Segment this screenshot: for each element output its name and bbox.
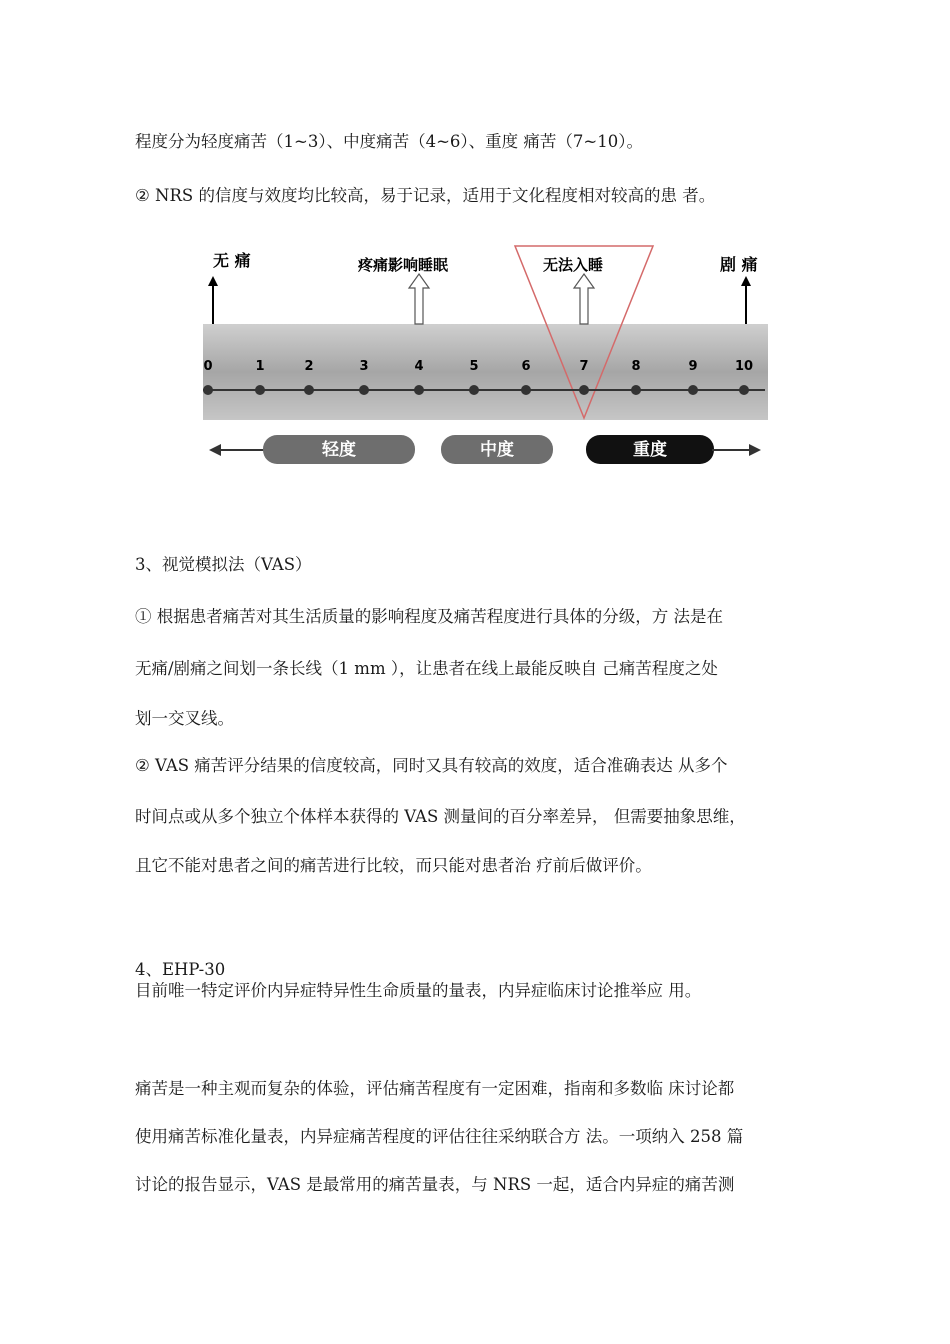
tick-label: 3: [359, 359, 369, 374]
cannot-sleep-label: 无法入睡: [543, 256, 604, 274]
paragraph-line: 且它不能对患者之间的痛苦进行比较，而只能对患者治 疗前后做评价。: [135, 856, 652, 875]
tick-label: 8: [631, 359, 641, 374]
no-pain-label: 无 痛: [213, 251, 251, 270]
section-heading: 4、EHP-30: [135, 960, 226, 979]
tick-dot: [579, 385, 589, 395]
paragraph-line: 时间点或从多个独立个体样本获得的 VAS 测量间的百分率差异， 但需要抽象思维，: [135, 807, 746, 826]
paragraph-line: 讨论的报告显示，VAS 是最常用的痛苦量表，与 NRS 一起，适合内异症的痛苦测: [135, 1175, 735, 1194]
tick-label: 1: [255, 359, 265, 374]
sleep-affected-label: 疼痛影响睡眠: [358, 256, 449, 274]
severe-pain-arrow: [741, 276, 751, 324]
severe-band-label: 重度: [633, 440, 667, 460]
nrs-scale-figure: [195, 240, 775, 480]
tick-label: 5: [469, 359, 479, 374]
severe-pain-label: 剧 痛: [720, 255, 758, 274]
section-heading: 3、视觉模拟法（VAS）: [135, 555, 312, 574]
sleep-affected-arrow: [409, 274, 429, 324]
tick-dot: [521, 385, 531, 395]
tick-label: 6: [521, 359, 531, 374]
tick-label: 0: [203, 359, 213, 374]
tick-label: 4: [414, 359, 424, 374]
cannot-sleep-arrow: [574, 274, 594, 324]
tick-dot: [414, 385, 424, 395]
moderate-band-label: 中度: [480, 440, 514, 460]
paragraph-line: 目前唯一特定评价内异症特异性生命质量的量表，内异症临床讨论推举应 用。: [135, 981, 702, 1000]
tick-dot: [631, 385, 641, 395]
paragraph-line: ① 根据患者痛苦对其生活质量的影响程度及痛苦程度进行具体的分级，方 法是在: [135, 607, 723, 626]
paragraph-line: ② NRS 的信度与效度均比较高，易于记录，适用于文化程度相对较高的患 者。: [135, 186, 716, 205]
tick-dot: [203, 385, 213, 395]
tick-label: 9: [688, 359, 698, 374]
paragraph-line: 划一交叉线。: [135, 709, 234, 728]
moderate-band: [441, 435, 553, 464]
tick-dot: [304, 385, 314, 395]
paragraph-line: ② VAS 痛苦评分结果的信度较高，同时又具有较高的效度，适合准确表达 从多个: [135, 756, 728, 775]
paragraph-line: 无痛/剧痛之间划一条长线（1 mm ），让患者在线上最能反映自 己痛苦程度之处: [135, 659, 718, 678]
paragraph-line: 程度分为轻度痛苦（1~3）、中度痛苦（4~6）、重度 痛苦（7~10）。: [135, 132, 643, 151]
no-pain-arrow: [208, 276, 218, 324]
mild-band-label: 轻度: [322, 440, 356, 460]
tick-dot: [688, 385, 698, 395]
tick-dot: [469, 385, 479, 395]
severe-band: [586, 435, 761, 464]
scale-bar: [203, 324, 768, 420]
paragraph-line: 痛苦是一种主观而复杂的体验，评估痛苦程度有一定困难，指南和多数临 床讨论都: [135, 1079, 735, 1098]
mild-band: [209, 435, 415, 464]
tick-dot: [739, 385, 749, 395]
tick-label: 7: [579, 359, 589, 374]
tick-label: 2: [304, 359, 314, 374]
tick-label: 10: [734, 359, 754, 374]
paragraph-line: 使用痛苦标准化量表，内异症痛苦程度的评估往往采纳联合方 法。一项纳入 258 篇: [135, 1127, 744, 1146]
tick-dot: [255, 385, 265, 395]
tick-dot: [359, 385, 369, 395]
